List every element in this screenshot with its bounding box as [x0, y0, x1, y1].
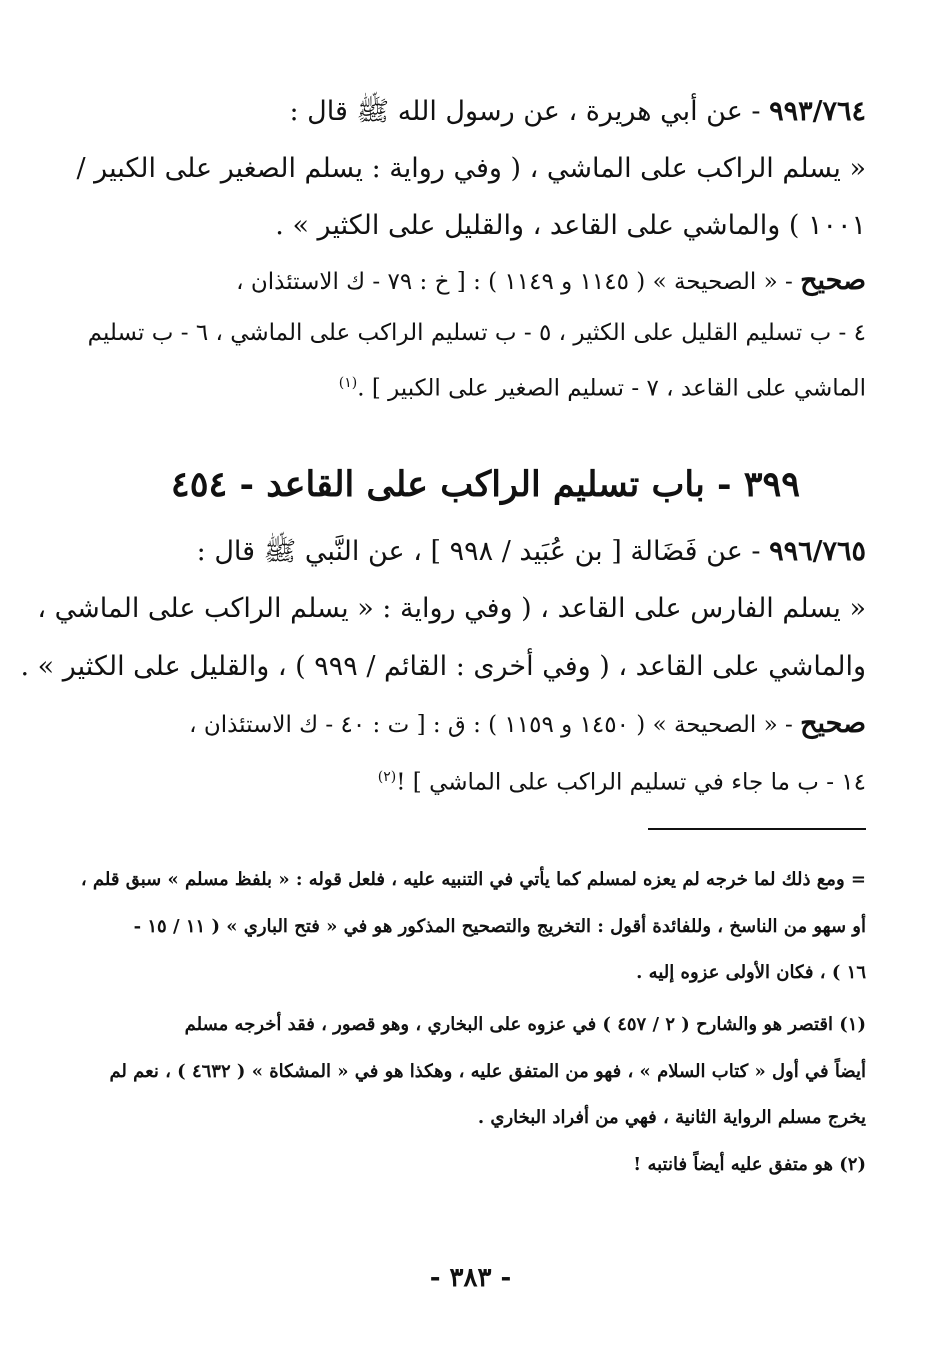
hadith-764-line-1 [105, 93, 866, 131]
footnote-continuation-3: ١٦ ) ، فكان الأولى عزوه إليه . [636, 962, 866, 983]
footnote-1-line-3: يخرج مسلم الرواية الثانية ، فهي من أفراد البخاري . [477, 1107, 866, 1128]
footnote-1-line-1: (١) اقتصر هو والشارح ( ٢ / ٤٥٧ ) في عزوه على البخاري ، وهو قصور ، فقد أخرجه مسلم [184, 1014, 866, 1035]
hadith-764-source-2: ٤ - ب تسليم القليل على الكثير ، ٥ - ب تسليم الراكب على الماشي ، ٦ - ب تسليم [87, 320, 866, 346]
footnote-1-line-2: أيضاً في أول « كتاب السلام » ، فهو من المتفق عليه ، وهكذا هو في « المشكاة » ( ٤٦٣٢ ) ، نعم لم [109, 1061, 866, 1082]
hadith-764-line-2: « يسلم الراكب على الماشي ، ( وفي رواية : يسلم الصغير على الكبير / [76, 153, 866, 184]
footnote-ref-2: (٢) [377, 769, 397, 785]
hadith-765-source-2-text: ١٤ - ب ما جاء في تسليم الراكب على الماشي ] ! [396, 769, 866, 796]
hadith-764-source-1-text: - « الصحيحة » ( ١١٤٥ و ١١٤٩ ) : [ خ : ٧٩ - ك الاستئذان ، [236, 269, 801, 295]
hadith-764-source-3 [105, 366, 866, 406]
footnote-ref-1: (١) [338, 375, 358, 391]
hadith-765-source-2 [105, 760, 866, 800]
hadith-764-source-3-text: الماشي على القاعد ، ٧ - تسليم الصغير على الكبير ] . [357, 375, 866, 402]
hadith-764-number: ٩٩٣/٧٦٤ [769, 96, 866, 127]
page-number: - ٣٨٣ - [429, 1263, 512, 1293]
hadith-764-grade: صحيح [800, 265, 866, 296]
hadith-765-source-1 [105, 707, 866, 742]
hadith-765-source-1-text: - « الصحيحة » ( ١٤٥٠ و ١١٥٩ ) : ق : [ ت : ٤٠ - ك الاستئذان ، [189, 712, 801, 738]
hadith-765-intro: - عن فَضَالة [ بن عُبَيد / ٩٩٨ ] ، عن النَّبي ﷺ قال : [196, 536, 770, 567]
footnote-2: (٢) هو متفق عليه أيضاً فانتبه ! [633, 1154, 866, 1175]
hadith-765-line-3: والماشي على القاعد ، ( وفي أخرى : القائم / ٩٩٩ ) ، والقليل على الكثير » . [20, 651, 866, 682]
hadith-765-number: ٩٩٦/٧٦٥ [769, 536, 866, 567]
footnote-continuation-2: أو سهو من الناسخ ، وللفائدة أقول : التخريج والتصحيح المذكور هو في « فتح الباري » ( ١١ / ١٥ - [133, 916, 866, 937]
footnote-continuation-1: = ومع ذلك لما خرجه لم يعزه لمسلم كما يأتي في التنبيه عليه ، فلعل قوله : « بلفظ مسلم » سبق قلم ، [80, 869, 866, 890]
hadith-764-intro: - عن أبي هريرة ، عن رسول الله ﷺ قال : [289, 96, 770, 127]
chapter-heading: ٣٩٩ - باب تسليم الراكب على القاعد - ٤٥٤ [170, 464, 801, 505]
hadith-765-line-2: « يسلم الفارس على القاعد ، ( وفي رواية : « يسلم الراكب على الماشي ، [37, 593, 866, 624]
hadith-765-line-1 [105, 533, 866, 571]
hadith-764-source-1 [105, 264, 866, 299]
hadith-765-grade: صحيح [800, 708, 866, 739]
footnote-divider [648, 828, 866, 830]
hadith-764-line-3: ١٠٠١ ) والماشي على القاعد ، والقليل على الكثير » . [275, 210, 866, 241]
